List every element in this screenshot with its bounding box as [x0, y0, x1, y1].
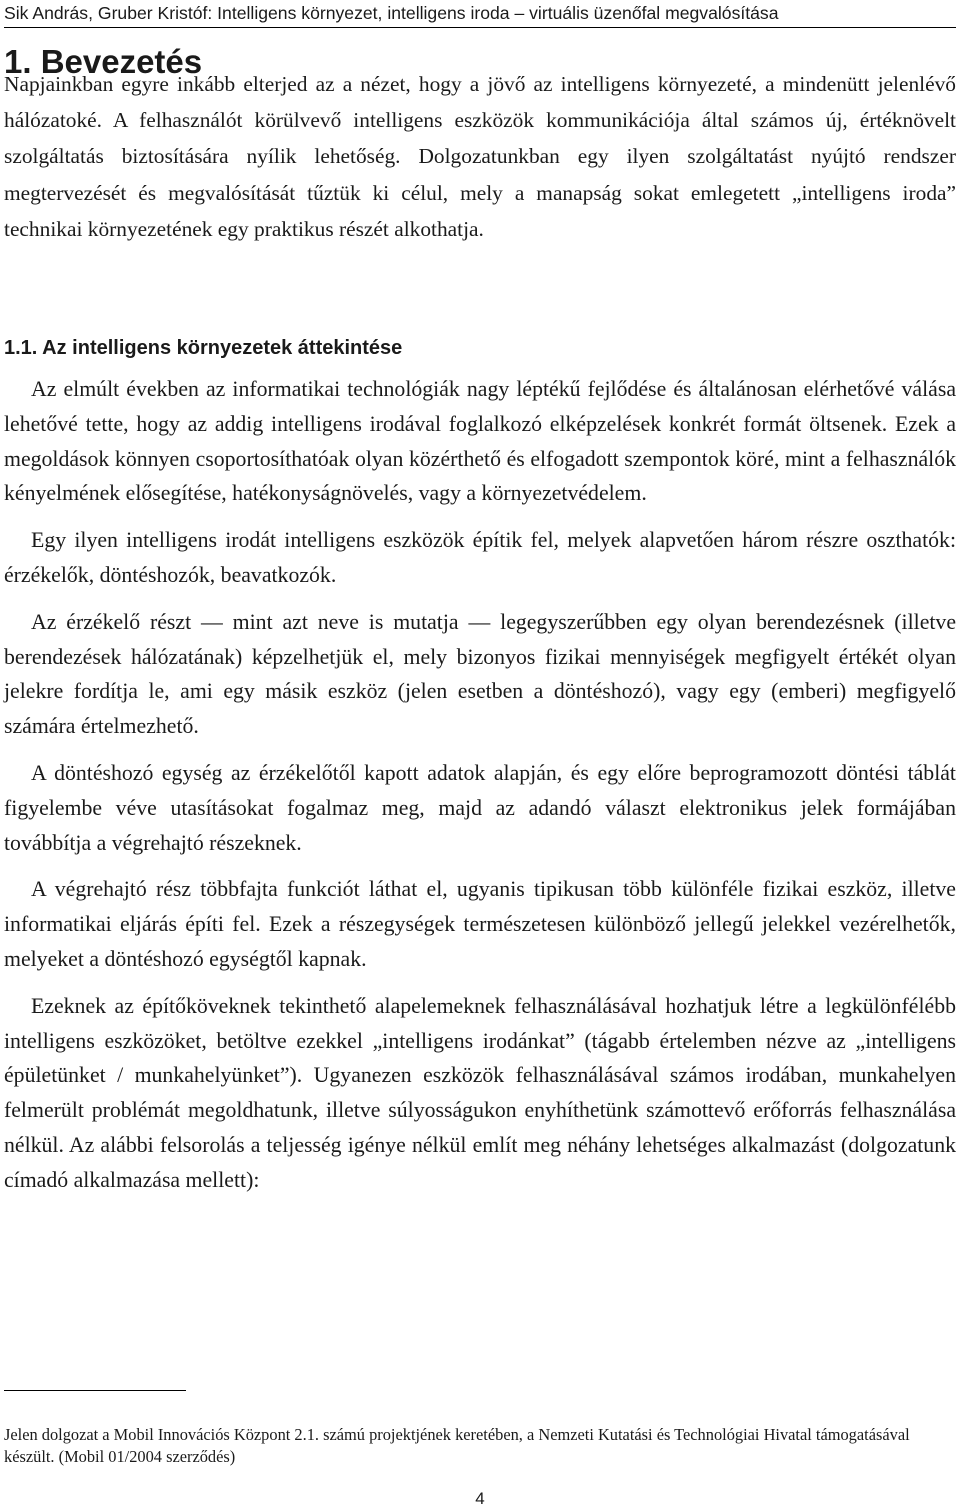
body-paragraph: Az érzékelő részt — mint azt neve is mutatja — legegyszerűbben egy olyan berendezésnek (illetve berendezések hálózatának) képzelhetjük el, mely bizonyos fizikai mennyiségek megfigyelt értékét olyan jelekre fordítja le, ami egy másik eszköz (jelen esetben a döntéshozó), vagy egy (emberi) megfigyelő számára értelmezhető.	[4, 609, 956, 739]
subsection-body	[4, 372, 956, 1210]
page-number: 4	[475, 1489, 485, 1508]
intro-paragraph: Napjainkban egyre inkább elterjed az a nézet, hogy a jövő az intelligens környezeté, a mindenütt jelenlévő hálózatoké. A felhasználót körülvevő intelligens eszközök kommunikációja által számos új, értéknövelt szolgáltatás biztosítására nyílik lehetőség. Dolgozatunkban egy ilyen szolgáltatást nyújtó rendszer megtervezését és megvalósítását tűztük ki célul, mely a manapság sokat emlegetett „intelligens iroda” technikai környezetének egy praktikus részét alkothatja.	[4, 72, 956, 241]
section-heading: 1. Bevezetés	[4, 43, 203, 80]
body-paragraph: Az elmúlt években az informatikai technológiák nagy léptékű fejlődése és általánosan elérhetővé válása lehetővé tette, hogy az addig intelligens irodával foglalkozó elképzelések konkrét formát öltsenek. Ezek a megoldások könnyen csoportosíthatóak olyan közérthető és elfogadott szempontok köré, mint a felhasználók kényelmének elősegítése, hatékonyságnövelés, vagy a környezetvédelem.	[4, 377, 956, 506]
footnote: Jelen dolgozat a Mobil Innovációs Központ 2.1. számú projektjének keretében, a Nemzeti Kutatási és Technológiai Hivatal támogatásával készült. (Mobil 01/2004 szerződés)	[4, 1425, 910, 1466]
body-paragraph: Ezeknek az építőköveknek tekinthető alapelemeknek felhasználásával hozhatjuk létre a legkülönfélébb intelligens eszközöket, betöltve ezekkel „intelligens irodánkat” (tágabb értelemben nézve az „intelligens épületünket / munkahelyünket”). Ugyanezen eszközök felhasználásával számos irodában, munkahelyen felmerült problémát megoldhatunk, illetve súlyosságukon enyhíthetünk számottevő erőforrás felhasználása nélkül. Az alábbi felsorolás a teljesség igénye nélkül említ meg néhány lehetséges alkalmazást (dolgozatunk címadó alkalmazása mellett):	[4, 993, 956, 1192]
running-header: Sik András, Gruber Kristóf: Intelligens környezet, intelligens iroda – virtuális üzenőfal megvalósítása	[4, 2, 956, 28]
body-paragraph: A döntéshozó egység az érzékelőtől kapott adatok alapján, és egy előre beprogramozott döntési táblát figyelembe véve utasításokat fogalmaz meg, majd az adandó választ elektronikus jelek formájában továbbítja a végrehajtó részeknek.	[4, 760, 956, 855]
subsection-heading: 1.1. Az intelligens környezetek áttekintése	[4, 337, 403, 359]
footnote-divider	[4, 1390, 186, 1391]
body-paragraph: Egy ilyen intelligens irodát intelligens eszközök építik fel, melyek alapvetően három részre oszthatók: érzékelők, döntéshozók, beavatkozók.	[4, 528, 956, 587]
body-paragraph: A végrehajtó rész többfajta funkciót láthat el, ugyanis tipikusan több különféle fizikai eszköz, illetve informatikai eljárás építi fel. Ezek a részegységek természetesen különböző jellegű jelekkel vezérelhetők, melyeket a döntéshozó egységtől kapnak.	[4, 877, 956, 971]
